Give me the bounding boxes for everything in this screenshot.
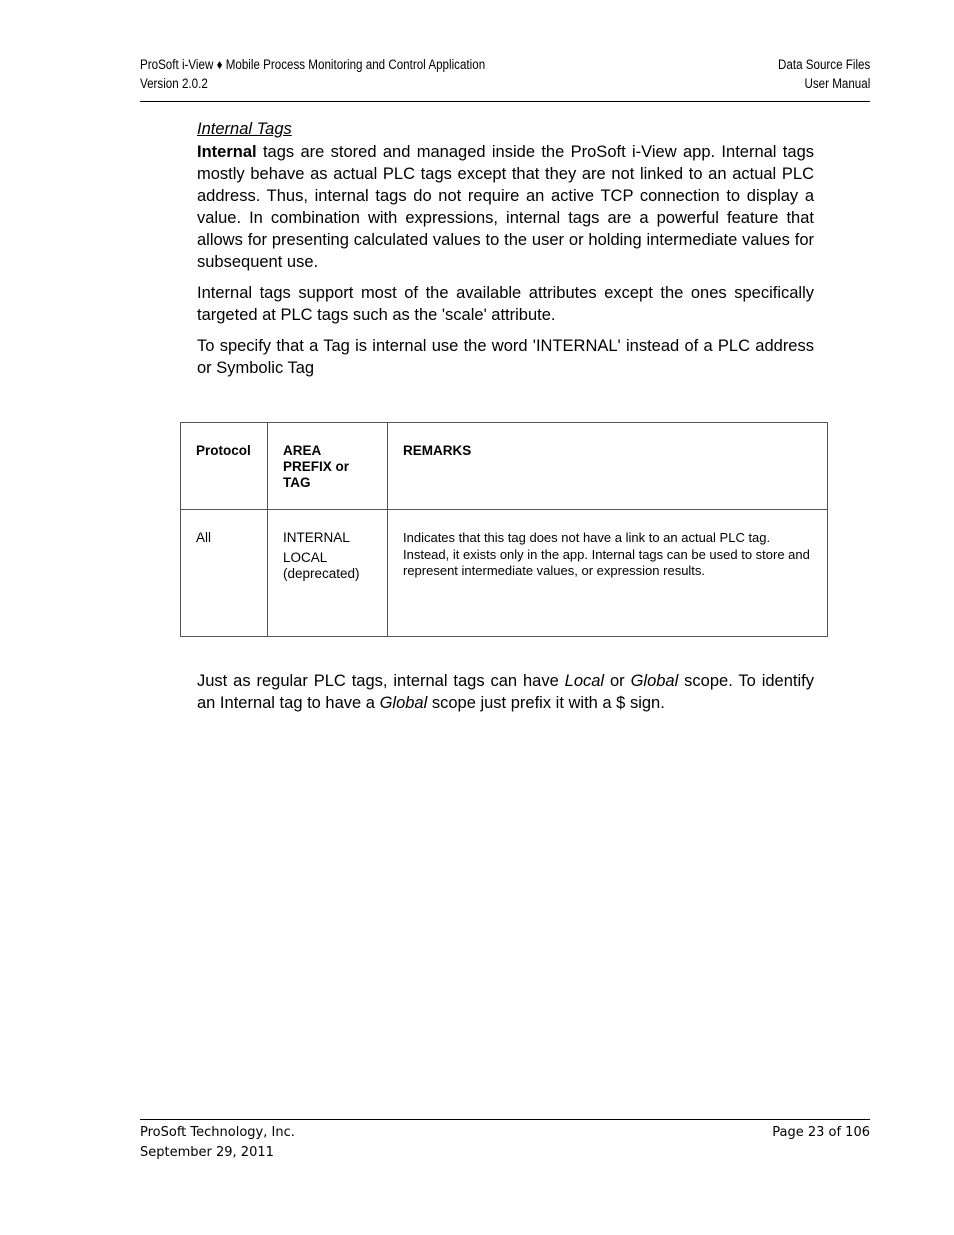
page-footer	[140, 1119, 870, 1162]
column-header-protocol: Protocol	[181, 423, 268, 510]
header-left	[140, 55, 485, 93]
section-title: Internal Tags	[197, 120, 292, 138]
table-header-row	[181, 423, 828, 510]
header-version: Version 2.0.2	[140, 76, 208, 91]
term-local: Local	[564, 672, 605, 690]
header-chapter: Data Source Files	[777, 57, 870, 72]
paragraph-attributes: Internal tags support most of the available attributes except the ones specifically targeted at PLC tags such as the 'scale' attribute.	[197, 284, 814, 324]
footer-page-number: Page 23 of 106	[772, 1125, 870, 1140]
scope-text-4: scope just prefix it with a $ sign.	[427, 694, 665, 712]
footer-date: September 29, 2011	[140, 1144, 274, 1160]
paragraph-specify-internal: To specify that a Tag is internal use the word 'INTERNAL' instead of a PLC address or Symbolic Tag	[197, 337, 814, 377]
header-doc-type: User Manual	[804, 76, 870, 91]
header-right	[778, 55, 870, 93]
cell-area-prefix	[268, 510, 388, 637]
table-row	[181, 510, 828, 637]
tag-local-deprecated: LOCAL (deprecated)	[283, 550, 360, 581]
paragraph-internal-intro-text: tags are stored and managed inside the ProSoft i-View app. Internal tags mostly behave as actual PLC tags except that they are not linked to an actual PLC address. Thus, internal tags do not require an active TCP connection to display a value. In combination with expressions, internal tags are a powerful feature that allows for presenting calculated values to the user or holding intermediate values for subsequent use.	[197, 143, 814, 271]
column-header-remarks: REMARKS	[388, 423, 828, 510]
cell-remarks: Indicates that this tag does not have a link to an actual PLC tag. Instead, it exists only in the app. Internal tags can be used to store and represent intermediate values, or expression results.	[388, 510, 828, 637]
page-header	[140, 55, 870, 102]
tag-internal: INTERNAL	[283, 530, 350, 545]
scope-text-1: Just as regular PLC tags, internal tags can have	[197, 672, 565, 690]
scope-text-3: scope. To identify an Internal tag to have a	[197, 672, 814, 712]
footer-company: ProSoft Technology, Inc.	[140, 1125, 295, 1140]
bold-term-internal: Internal	[197, 143, 257, 161]
column-header-area-prefix: AREA PREFIX or TAG	[268, 423, 388, 510]
paragraph-internal-intro	[197, 141, 814, 273]
term-global-2: Global	[379, 694, 428, 712]
main-content	[197, 118, 814, 388]
cell-protocol: All	[181, 510, 268, 637]
tag-prefix-table	[180, 422, 828, 637]
term-global: Global	[630, 672, 679, 690]
paragraph-scope	[197, 670, 814, 714]
scope-text-2: or	[604, 672, 631, 690]
header-product-title: ProSoft i-View ♦ Mobile Process Monitoring and Control Application	[140, 57, 486, 72]
